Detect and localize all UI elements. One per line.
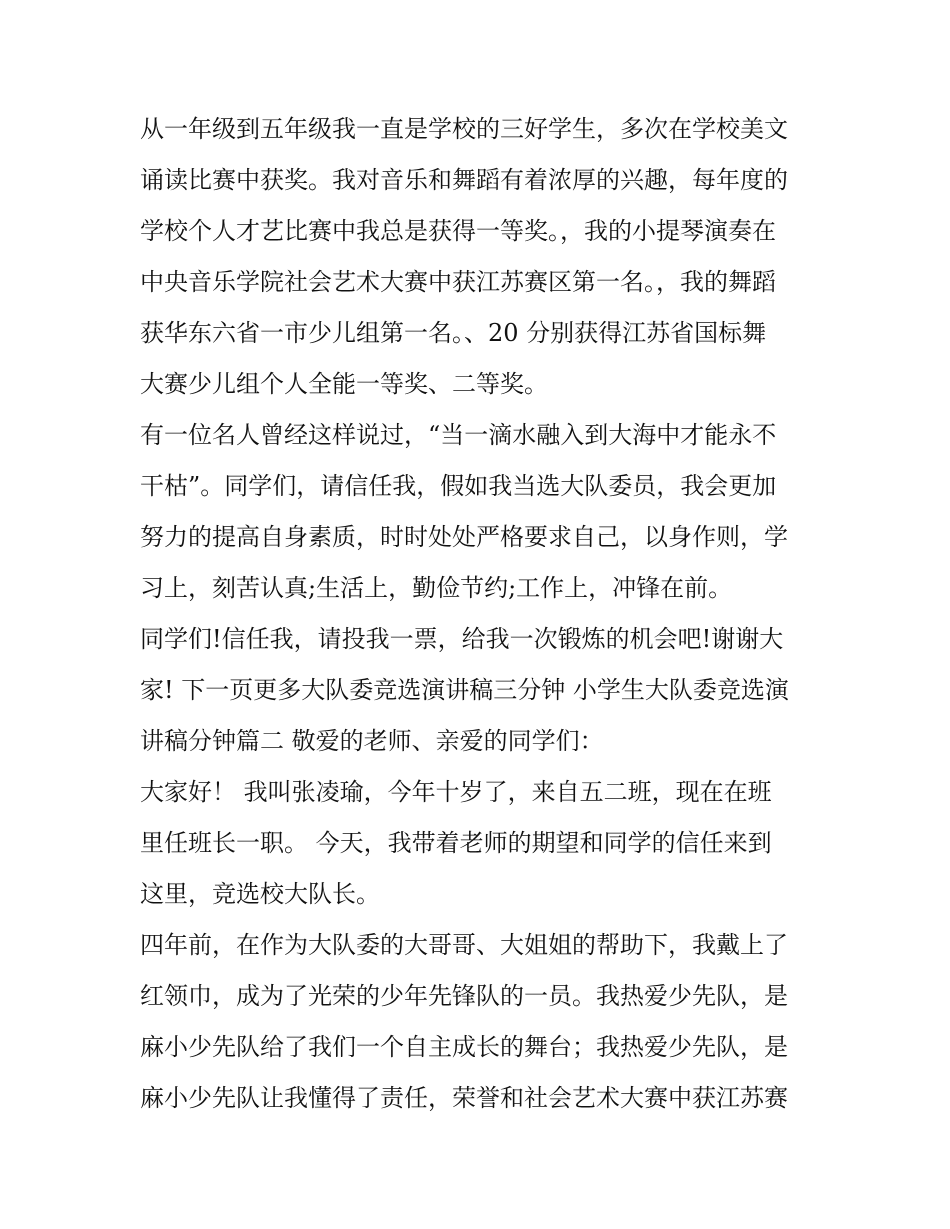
text-line: 同学们!信任我，请投我一票，给我一次锻炼的机会吧!谢谢大: [140, 625, 784, 653]
text-line: 这里，竞选校大队长。: [140, 880, 380, 908]
text-line: 四年前，在作为大队委的大哥哥、大姐姐的帮助下，我戴上了: [140, 931, 788, 959]
text-line: 家! 下一页更多大队委竞选演讲稿三分钟 小学生大队委竞选演: [140, 676, 789, 704]
text-line: 习上，刻苦认真;生活上，勤俭节约;工作上，冲锋在前。: [140, 574, 733, 602]
text-line: 中央音乐学院社会艺术大赛中获江苏赛区第一名。，我的舞蹈: [140, 268, 776, 296]
text-line: 学校个人才艺比赛中我总是获得一等奖。，我的小提琴演奏在: [140, 217, 776, 245]
document-body: [140, 104, 820, 1124]
text-line: 有一位名人曾经这样说过，“当一滴水融入到大海中才能永不: [140, 421, 777, 449]
text-line: 努力的提高自身素质，时时处处严格要求自己，以身作则，学: [140, 523, 788, 551]
text-line: 大家好！ 我叫张凌瑜，今年十岁了，来自五二班，现在在班: [140, 778, 772, 806]
text-line: 讲稿分钟篇二 敬爱的老师、亲爱的同学们：: [140, 727, 604, 755]
text-line: 麻小少先队给了我们一个自主成长的舞台；我热爱少先队，是: [140, 1033, 788, 1061]
text-line: 麻小少先队让我懂得了责任，荣誉和社会艺术大赛中获江苏赛: [140, 1084, 788, 1112]
text-line: 大赛少儿组个人全能一等奖、二等奖。: [140, 370, 548, 398]
text-line: 里任班长一职。 今天，我带着老师的期望和同学的信任来到: [140, 829, 772, 857]
text-line: 干枯”。同学们，请信任我，假如我当选大队委员，我会更加: [140, 472, 777, 500]
text-line: 诵读比赛中获奖。我对音乐和舞蹈有着浓厚的兴趣，每年度的: [140, 166, 788, 194]
text-line: 从一年级到五年级我一直是学校的三好学生，多次在学校美文: [140, 115, 788, 143]
text-line: 获华东六省一市少儿组第一名。、20 分别获得江苏省国标舞: [140, 319, 767, 347]
text-line: 红领巾，成为了光荣的少年先锋队的一员。我热爱少先队，是: [140, 982, 788, 1010]
